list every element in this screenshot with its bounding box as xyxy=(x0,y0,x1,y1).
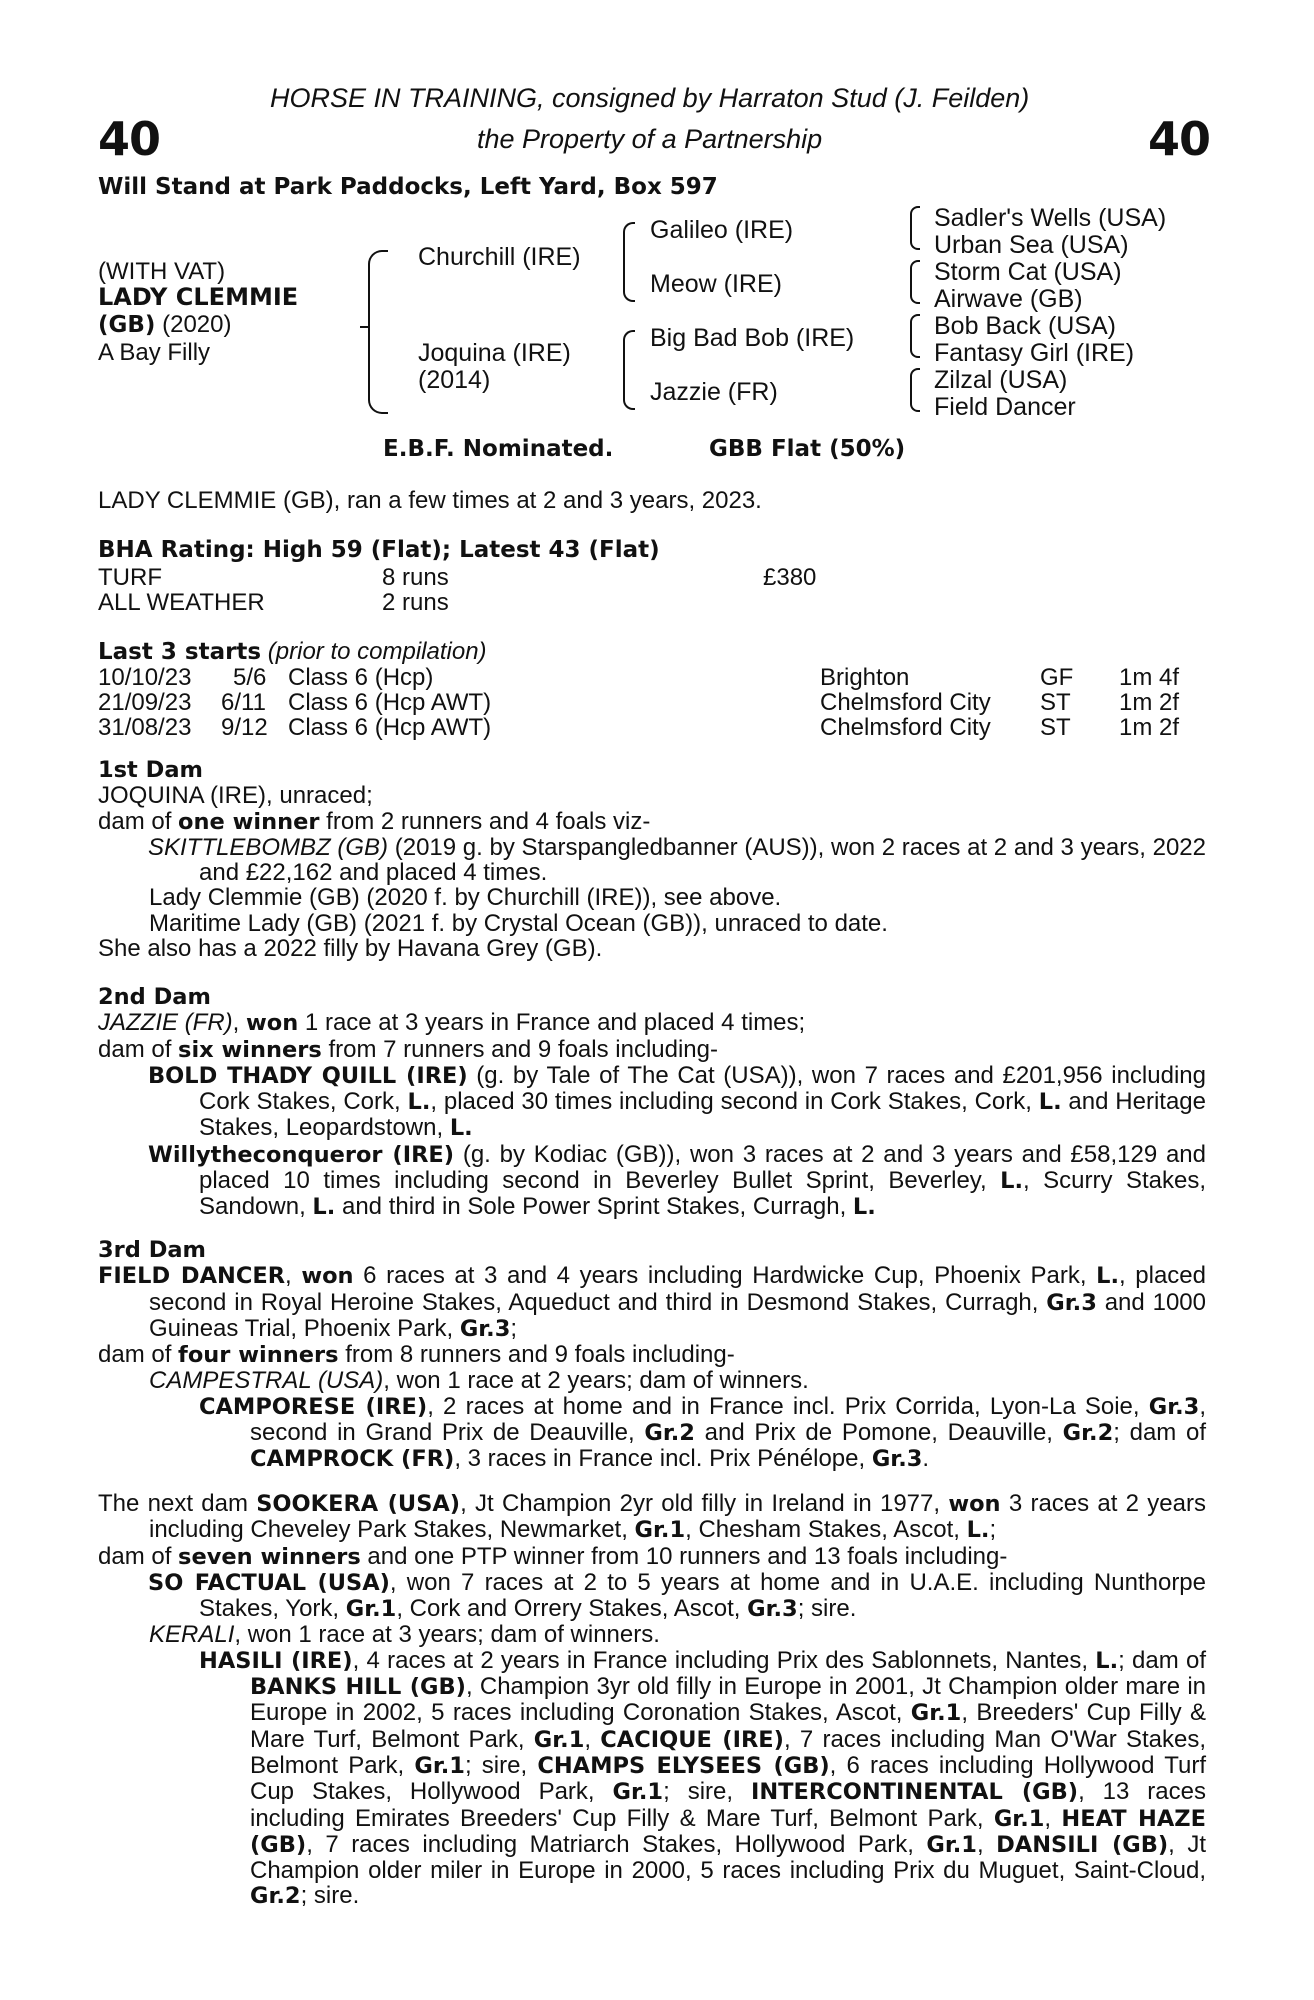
start-course: Chelmsford City xyxy=(820,714,991,741)
gg-6: Fantasy Girl (IRE) xyxy=(934,339,1135,367)
first-dam-produce: dam of one winner from 2 runners and 4 foals viz- xyxy=(98,807,651,835)
ebf-nomination: E.B.F. Nominated. xyxy=(383,436,614,462)
gg-3: Storm Cat (USA) xyxy=(934,258,1122,286)
start-race: Class 6 (Hcp) xyxy=(288,664,434,691)
dam-sire: Big Bad Bob (IRE) xyxy=(650,324,855,352)
gg-brace-1 xyxy=(910,206,920,250)
third-dam-line: FIELD DANCER, won 6 races at 3 and 4 years including Hardwicke Cup, Phoenix Park, L., placed second in Royal Heroine Stakes, Aqueduct and third in Desmond Stakes, Curragh, Gr.3 and 1000 Guineas Trial, Phoenix Park, Gr.3; xyxy=(98,1262,1206,1342)
lot-number-right: 40 xyxy=(1148,112,1211,166)
produce-maritime-lady: Maritime Lady (GB) (2021 f. by Crystal Ocean (GB)), unraced to date. xyxy=(149,909,888,937)
last-starts-label: Last 3 starts xyxy=(98,639,262,665)
start-pos: 9/12 xyxy=(221,714,268,741)
produce-lady-clemmie: Lady Clemmie (GB) (2020 f. by Churchill (IRE)), see above. xyxy=(149,884,782,912)
gg-brace-4 xyxy=(910,368,920,412)
dam: Joquina (IRE) xyxy=(418,339,571,367)
start-date: 31/08/23 xyxy=(98,714,192,741)
start-dist: 1m 2f xyxy=(1119,714,1180,741)
gg-brace-2 xyxy=(910,260,920,304)
dam-dam: Jazzie (FR) xyxy=(650,378,778,406)
gg-2: Urban Sea (USA) xyxy=(934,231,1129,259)
produce-so-factual: SO FACTUAL (USA), won 7 races at 2 to 5 years at home and in U.A.E. including Nunthorpe Stakes, York, Gr.1, Cork and Orrery Stakes, Ascot, Gr.3; sire. xyxy=(148,1568,1207,1623)
produce-hasili: HASILI (IRE), 4 races at 2 years in France including Prix des Sablonnets, Nantes, L.; dam of BANKS HILL (GB), Champion 3yr old filly in Europe in 2001, Jt Champion older mare in Europe in 2002, 5 races including Coronation Stakes, Ascot, Gr.1, Breeders' Cup Filly & Mare Turf, Belmont Park, Gr.1, CACIQUE (IRE), 7 races including Man O'War Stakes, Belmont Park, Gr.1; sire, CHAMPS ELYSEES (GB), 6 races including Hollywood Turf Cup Stakes, Hollywood Park, Gr.1; sire, INTERCONTINENTAL (GB), 13 races including Emirates Breeders' Cup Filly & Mare Turf, Belmont Park, Gr.1, HEAT HAZE (GB), 7 races including Matriarch Stakes, Hollywood Park, Gr.1, DANSILI (GB), Jt Champion older miler in Europe in 2000, 5 races including Prix du Muguet, Saint-Cloud, Gr.2; sire. xyxy=(199,1646,1207,1910)
start-course: Brighton xyxy=(820,664,910,691)
start-race: Class 6 (Hcp AWT) xyxy=(288,714,492,741)
horse-origin-year xyxy=(98,311,231,339)
produce-skittlebombz: SKITTLEBOMBZ (GB) (2019 g. by Starspangledbanner (AUS)), won 2 races at 2 and 3 years, 2022 and £22,162 and placed 4 times. xyxy=(148,833,1206,887)
horse-name: LADY CLEMMIE xyxy=(98,283,299,311)
lot-number-left: 40 xyxy=(98,112,161,166)
start-dist: 1m 2f xyxy=(1119,689,1180,716)
gg-1: Sadler's Wells (USA) xyxy=(934,204,1167,232)
surface: ALL WEATHER xyxy=(98,589,265,616)
bha-rating-heading: BHA Rating: High 59 (Flat); Latest 43 (Flat) xyxy=(98,537,660,563)
start-date: 21/09/23 xyxy=(98,689,192,716)
start-going: ST xyxy=(1040,689,1071,716)
start-pos: 6/11 xyxy=(221,689,266,716)
next-dam-line: The next dam SOOKERA (USA), Jt Champion 2yr old filly in Ireland in 1977, won 3 races at 2 years including Cheveley Park Stakes, Newmarket, Gr.1, Chesham Stakes, Ascot, L.; xyxy=(98,1490,1206,1544)
sire-dam: Meow (IRE) xyxy=(650,270,782,298)
gg-8: Field Dancer xyxy=(934,393,1076,421)
horse-description: A Bay Filly xyxy=(98,339,211,366)
dam-brace xyxy=(623,330,635,410)
start-date: 10/10/23 xyxy=(98,664,192,691)
dam-year: (2014) xyxy=(418,366,491,394)
property-line: the Property of a Partnership xyxy=(477,124,823,154)
third-dam-section xyxy=(98,1238,1206,1473)
prize: £380 xyxy=(763,564,817,591)
second-dam-heading: 2nd Dam xyxy=(98,984,211,1010)
race-summary: LADY CLEMMIE (GB), ran a few times at 2 and 3 years, 2023. xyxy=(98,487,762,514)
runs: 2 runs xyxy=(382,589,449,616)
third-dam-heading: 3rd Dam xyxy=(98,1237,206,1263)
second-dam-produce: dam of six winners from 7 runners and 9 foals including- xyxy=(98,1035,718,1063)
gg-5: Bob Back (USA) xyxy=(934,312,1117,340)
first-dam-heading: 1st Dam xyxy=(98,757,203,783)
gg-4: Airwave (GB) xyxy=(934,285,1083,313)
start-course: Chelmsford City xyxy=(820,689,991,716)
produce-camporese: CAMPORESE (IRE), 2 races at home and in France incl. Prix Corrida, Lyon-La Soie, Gr.3, second in Grand Prix de Deauville, Gr.2 and Prix de Pomone, Deauville, Gr.2; dam of CAMPROCK (FR), 3 races in France incl. Prix Pénélope, Gr.3. xyxy=(199,1392,1207,1473)
last-starts-heading xyxy=(98,638,487,666)
produce-kerali: KERALI, won 1 race at 3 years; dam of winners. xyxy=(149,1621,660,1649)
surface: TURF xyxy=(98,564,162,591)
last-starts-note: (prior to compilation) xyxy=(267,638,487,665)
vat-note: (WITH VAT) xyxy=(98,258,226,285)
start-pos: 5/6 xyxy=(233,664,267,691)
start-race: Class 6 (Hcp AWT) xyxy=(288,689,492,716)
produce-willytheconqueror: Willytheconqueror (IRE) (g. by Kodiac (GB)), won 3 races at 2 and 3 years and £58,129 and placed 10 times including second in Beverley Bullet Sprint, Beverley, L., Scurry Stakes, Sandown, L. and third in Sole Power Sprint Stakes, Curragh, L. xyxy=(148,1140,1207,1221)
second-dam-line: JAZZIE (FR), won 1 race at 3 years in France and placed 4 times; xyxy=(98,1009,806,1037)
produce-bold-thady-quill: BOLD THADY QUILL (IRE) (g. by Tale of The Cat (USA)), won 7 races and £201,956 including Cork Stakes, Cork, L., placed 30 times including second in Cork Stakes, Cork, L. and Heritage Stakes, Leopardstown, L. xyxy=(148,1061,1206,1142)
start-dist: 1m 4f xyxy=(1119,664,1180,691)
first-dam-line: JOQUINA (IRE), unraced; xyxy=(98,782,373,810)
gbb-bonus: GBB Flat (50%) xyxy=(709,436,906,462)
sire-sire: Galileo (IRE) xyxy=(650,216,794,244)
next-dam-produce: dam of seven winners and one PTP winner from 10 runners and 13 foals including- xyxy=(98,1542,1008,1570)
next-dam-section xyxy=(98,1491,1206,1910)
sire: Churchill (IRE) xyxy=(418,243,581,271)
sire-brace xyxy=(623,222,635,302)
third-dam-produce: dam of four winners from 8 runners and 9 foals including- xyxy=(98,1341,735,1369)
runs: 8 runs xyxy=(382,564,449,591)
horse-origin: (GB) xyxy=(98,312,156,338)
stand-location: Will Stand at Park Paddocks, Left Yard, Box 597 xyxy=(98,174,718,200)
gg-brace-3 xyxy=(910,314,920,358)
second-dam-section xyxy=(98,985,1206,1221)
consignor-line: HORSE IN TRAINING, consigned by Harraton Stud (J. Feilden) xyxy=(270,83,1030,113)
horse-year: (2020) xyxy=(155,311,232,338)
start-going: ST xyxy=(1040,714,1071,741)
pedigree-brace xyxy=(368,250,388,414)
produce-campestral: CAMPESTRAL (USA), won 1 race at 2 years; dam of winners. xyxy=(149,1367,809,1395)
produce-note: She also has a 2022 filly by Havana Grey (GB). xyxy=(98,935,603,963)
first-dam-section xyxy=(98,758,1206,961)
gg-7: Zilzal (USA) xyxy=(934,366,1068,394)
start-going: GF xyxy=(1040,664,1074,691)
